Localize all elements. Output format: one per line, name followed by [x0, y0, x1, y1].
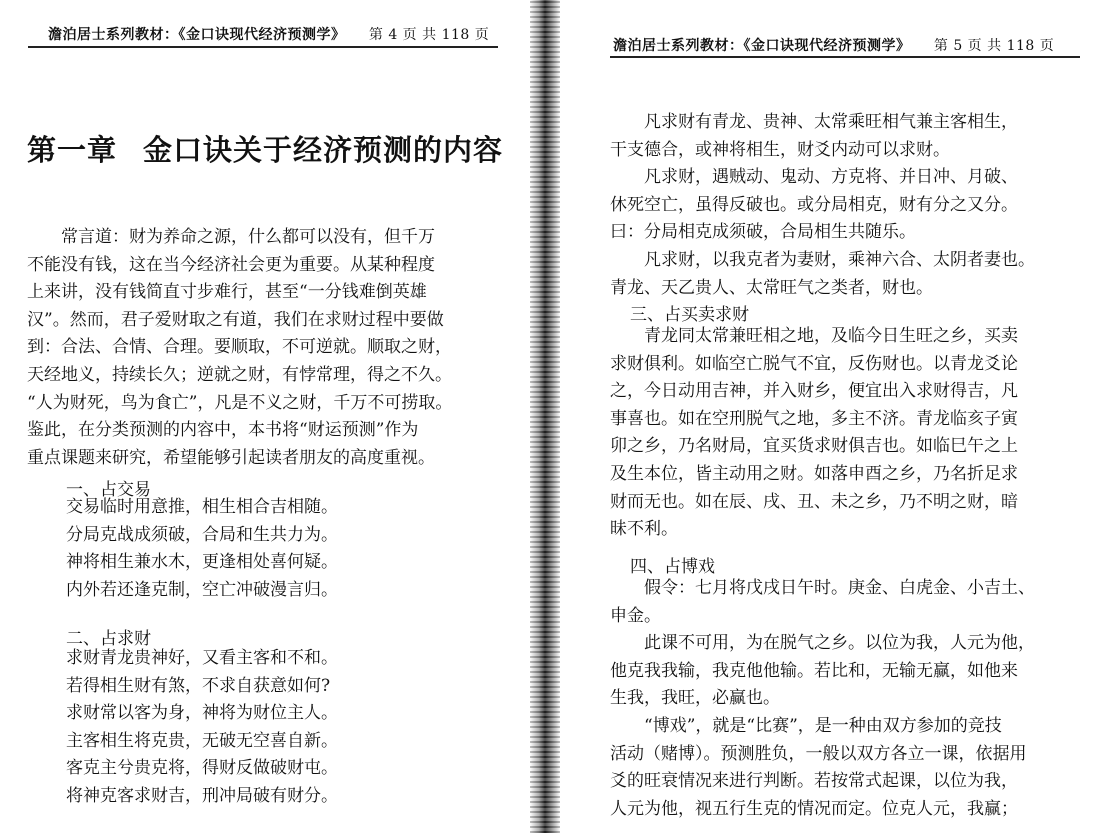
verse-wealth — [66, 645, 338, 811]
verse-line: 求财常以客为身，神将为财位主人。 — [66, 703, 338, 724]
section-title-trade: 一、占交易 — [66, 480, 151, 500]
text-line: 重点课题来研究，希望能够引起读者朋友的高度重视。 — [27, 447, 435, 468]
text-line: “人为财死，鸟为食亡”，凡是不义之财，千万不可捞取。 — [27, 392, 453, 413]
verse-trade — [66, 494, 338, 604]
text-line: 汉”。然而，君子爱财取之有道，我们在求财过程中要做 — [27, 309, 444, 330]
text-line: 人元为他，视五行生克的情况而定。位克人元，我赢； — [610, 798, 1018, 819]
text-line: 及生本位，皆主动用之财。如落申酉之乡，乃名折足求 — [610, 463, 1018, 484]
text-line: 上来讲，没有钱简直寸步难行，甚至“一分钱难倒英雄 — [27, 282, 427, 303]
text-line: 常言道：财为养命之源，什么都可以没有，但千万 — [61, 227, 435, 247]
text-line: 到：合法、合情、合理。要顺取，不可逆就。顺取之财， — [27, 337, 452, 358]
verse-line: 主客相生将克贵，无破无空喜自新。 — [66, 730, 338, 751]
section-title-trading-wealth: 三、占买卖求财 — [630, 305, 749, 325]
text-line: 求财俱利。如临空亡脱气不宜，反伤财也。以青龙爻论 — [610, 353, 1018, 374]
text-line: 青龙、天乙贵人、太常旺气之类者，财也。 — [610, 277, 933, 298]
trading-wealth-paragraph — [610, 323, 1080, 544]
verse-line: 神将相生兼水木，更逢相处喜何疑。 — [66, 552, 338, 573]
text-line: 昧不利。 — [610, 519, 678, 540]
header-page-number: 第 5 页 共 118 页 — [933, 38, 1055, 54]
chapter-number: 第一章 — [27, 133, 118, 167]
text-line: 天经地义，持续长久；逆就之财，有悖常理，得之不久。 — [27, 364, 452, 385]
chapter-name: 金口诀关于经济预测的内容 — [143, 133, 504, 167]
text-line: 生我，我旺，必赢也。 — [610, 688, 780, 709]
text-line: 事喜也。如在空刑脱气之地，多主不济。青龙临亥子寅 — [610, 408, 1018, 429]
text-line: “博戏”，就是“比赛”，是一种由双方参加的竞技 — [644, 715, 1002, 736]
text-line: 爻的旺衰情况来进行判断。若按常式起课，以位为我， — [610, 771, 1018, 792]
verse-line: 若得相生财有煞，不求自获意如何? — [66, 675, 331, 696]
text-line: 财而无也。如在辰、戌、丑、未之乡，乃不明之财，暗 — [610, 491, 1018, 512]
text-line: 卯之乡，乃名财局，宜买货求财俱吉也。如临巳午之上 — [610, 436, 1018, 457]
verse-line: 交易临时用意推，相生相合吉相随。 — [66, 497, 338, 517]
left-page — [0, 0, 530, 833]
text-line: 休死空亡，虽得反破也。或分局相克，财有分之又分。 — [610, 194, 1018, 215]
text-line: 青龙同太常兼旺相之地，及临今日生旺之乡，买卖 — [644, 326, 1018, 346]
header-rule — [610, 56, 1080, 58]
section-title-wealth: 二、占求财 — [66, 629, 151, 649]
verse-line: 内外若还逢克制，空亡冲破漫言归。 — [66, 579, 338, 600]
verse-line: 分局克战成须破，合局和生共力为。 — [66, 524, 338, 545]
verse-line: 求财青龙贵神好，又看主客和不和。 — [66, 648, 338, 668]
verse-line: 将神克客求财吉，刑冲局破有财分。 — [66, 785, 338, 806]
text-line: 干支德合，或神将相生，财爻内动可以求财。 — [610, 139, 950, 160]
header-rule — [28, 46, 498, 48]
text-line: 他克我我输，我克他他输。若比和，无输无赢，如他来 — [610, 660, 1018, 681]
chapter-title — [27, 128, 503, 169]
intro-paragraph — [27, 224, 497, 472]
right-page — [560, 0, 1108, 833]
text-line: 活动（赌博）。预测胜负，一般以双方各立一课，依据用 — [610, 743, 1027, 764]
text-line: 曰：分局相克成须破，合局相生共随乐。 — [610, 222, 916, 243]
book-spine — [530, 0, 560, 833]
text-line: 之，今日动用吉神，并入财乡，便宜出入求财得吉，凡 — [610, 381, 1018, 402]
gaming-paragraph — [610, 575, 1080, 823]
text-line: 申金。 — [610, 605, 661, 626]
section-title-gaming: 四、占博戏 — [630, 557, 715, 577]
page-header — [613, 35, 1054, 55]
text-line: 凡求财有青龙、贵神、太常乘旺相气兼主客相生， — [644, 112, 1018, 132]
text-line: 假令：七月将戊戌日午时。庚金、白虎金、小吉土、 — [644, 578, 1035, 598]
header-page-number: 第 4 页 共 118 页 — [368, 27, 490, 43]
page-header — [48, 24, 489, 44]
text-line: 凡求财，遇贼动、鬼动、方克将、并日冲、月破、 — [644, 167, 1018, 188]
text-line: 此课不可用，为在脱气之乡。以位为我，人元为他， — [644, 633, 1035, 654]
text-line: 不能没有钱，这在当今经济社会更为重要。从某种程度 — [27, 254, 435, 275]
header-series-title: 澹泊居士系列教材：《金口诀现代经济预测学》 — [48, 27, 346, 43]
verse-line: 客克主兮贵克将，得财反做破财屯。 — [66, 758, 338, 779]
wealth-rules-paragraph — [610, 109, 1080, 302]
header-series-title: 澹泊居士系列教材：《金口诀现代经济预测学》 — [613, 38, 911, 54]
text-line: 鉴此，在分类预测的内容中，本书将“财运预测”作为 — [27, 420, 419, 441]
text-line: 凡求财，以我克者为妻财，乘神六合、太阴者妻也。 — [644, 249, 1035, 270]
